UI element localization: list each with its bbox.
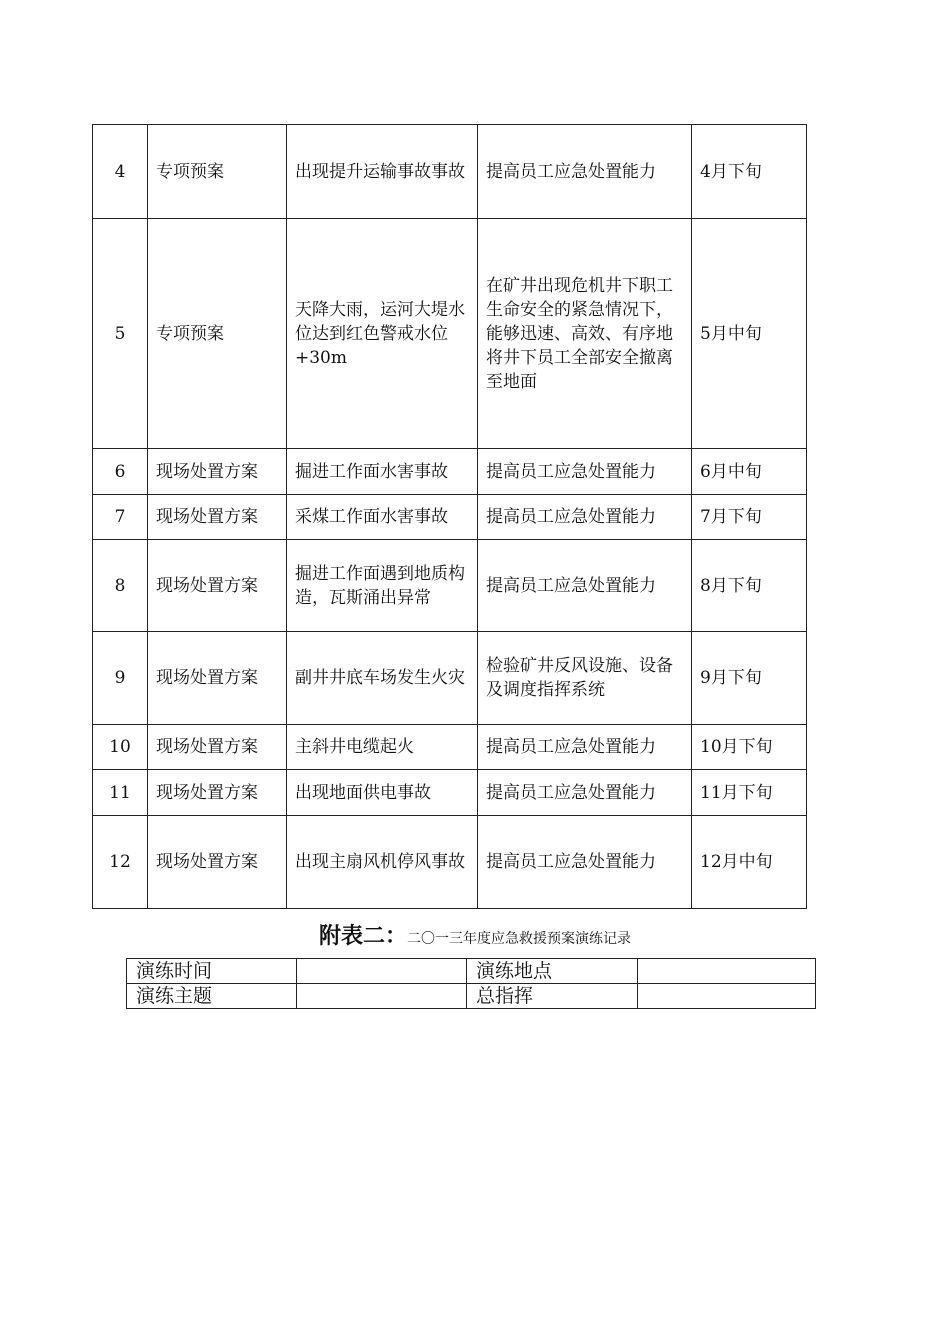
table-row [93,632,807,725]
drill-scenario: 主斜井电缆起火 [287,725,478,770]
drill-scenario: 掘进工作面遇到地质构造，瓦斯涌出异常 [287,540,478,632]
drill-scenario: 出现主扇风机停风事故 [287,816,478,909]
drill-scenario: 出现提升运输事故事故 [287,125,478,219]
drill-scenario: 采煤工作面水害事故 [287,495,478,540]
plan-type: 专项预案 [148,125,287,219]
drill-purpose: 提高员工应急处置能力 [478,816,692,909]
drill-date: 11月下旬 [692,770,807,816]
drill-date: 9月下旬 [692,632,807,725]
table-row [93,816,807,909]
drill-location-value [638,959,816,984]
row-number: 12 [93,816,148,909]
drill-topic-value [297,984,467,1009]
drill-plan-table [92,124,807,909]
drill-scenario: 副井井底车场发生火灾 [287,632,478,725]
drill-location-label: 演练地点 [467,959,638,984]
table-row [93,219,807,449]
row-number: 9 [93,632,148,725]
plan-type: 现场处置方案 [148,632,287,725]
row-number: 4 [93,125,148,219]
row-number: 10 [93,725,148,770]
drill-purpose: 提高员工应急处置能力 [478,725,692,770]
commander-value [638,984,816,1009]
appendix-title [0,919,950,950]
appendix-subtitle: 二〇一三年度应急救援预案演练记录 [407,931,631,947]
plan-type: 现场处置方案 [148,495,287,540]
drill-time-value [297,959,467,984]
drill-purpose: 提高员工应急处置能力 [478,449,692,495]
row-number: 7 [93,495,148,540]
drill-date: 5月中旬 [692,219,807,449]
plan-type: 现场处置方案 [148,540,287,632]
drill-purpose: 检验矿井反风设施、设备及调度指挥系统 [478,632,692,725]
drill-date: 12月中旬 [692,816,807,909]
plan-type: 现场处置方案 [148,770,287,816]
commander-label: 总指挥 [467,984,638,1009]
drill-scenario: 掘进工作面水害事故 [287,449,478,495]
row-number: 6 [93,449,148,495]
drill-record-table [126,958,816,1009]
drill-time-label: 演练时间 [127,959,297,984]
plan-type: 现场处置方案 [148,725,287,770]
row-number: 5 [93,219,148,449]
row-number: 11 [93,770,148,816]
row-number: 8 [93,540,148,632]
table-row [93,725,807,770]
table-row [93,125,807,219]
drill-date: 7月下旬 [692,495,807,540]
plan-type: 专项预案 [148,219,287,449]
table-row [93,449,807,495]
drill-purpose: 提高员工应急处置能力 [478,125,692,219]
table-row [93,495,807,540]
drill-purpose: 在矿井出现危机井下职工生命安全的紧急情况下，能够迅速、高效、有序地将井下员工全部安全撤离至地面 [478,219,692,449]
drill-date: 10月下旬 [692,725,807,770]
plan-type: 现场处置方案 [148,816,287,909]
drill-purpose: 提高员工应急处置能力 [478,495,692,540]
table-row [127,959,816,984]
drill-purpose: 提高员工应急处置能力 [478,540,692,632]
drill-date: 6月中旬 [692,449,807,495]
table-row [93,770,807,816]
drill-scenario: 天降大雨，运河大堤水位达到红色警戒水位+30m [287,219,478,449]
appendix-label: 附表二： [318,924,407,949]
table-row [93,540,807,632]
drill-scenario: 出现地面供电事故 [287,770,478,816]
table-row [127,984,816,1009]
drill-date: 4月下旬 [692,125,807,219]
plan-type: 现场处置方案 [148,449,287,495]
drill-purpose: 提高员工应急处置能力 [478,770,692,816]
drill-topic-label: 演练主题 [127,984,297,1009]
drill-date: 8月下旬 [692,540,807,632]
